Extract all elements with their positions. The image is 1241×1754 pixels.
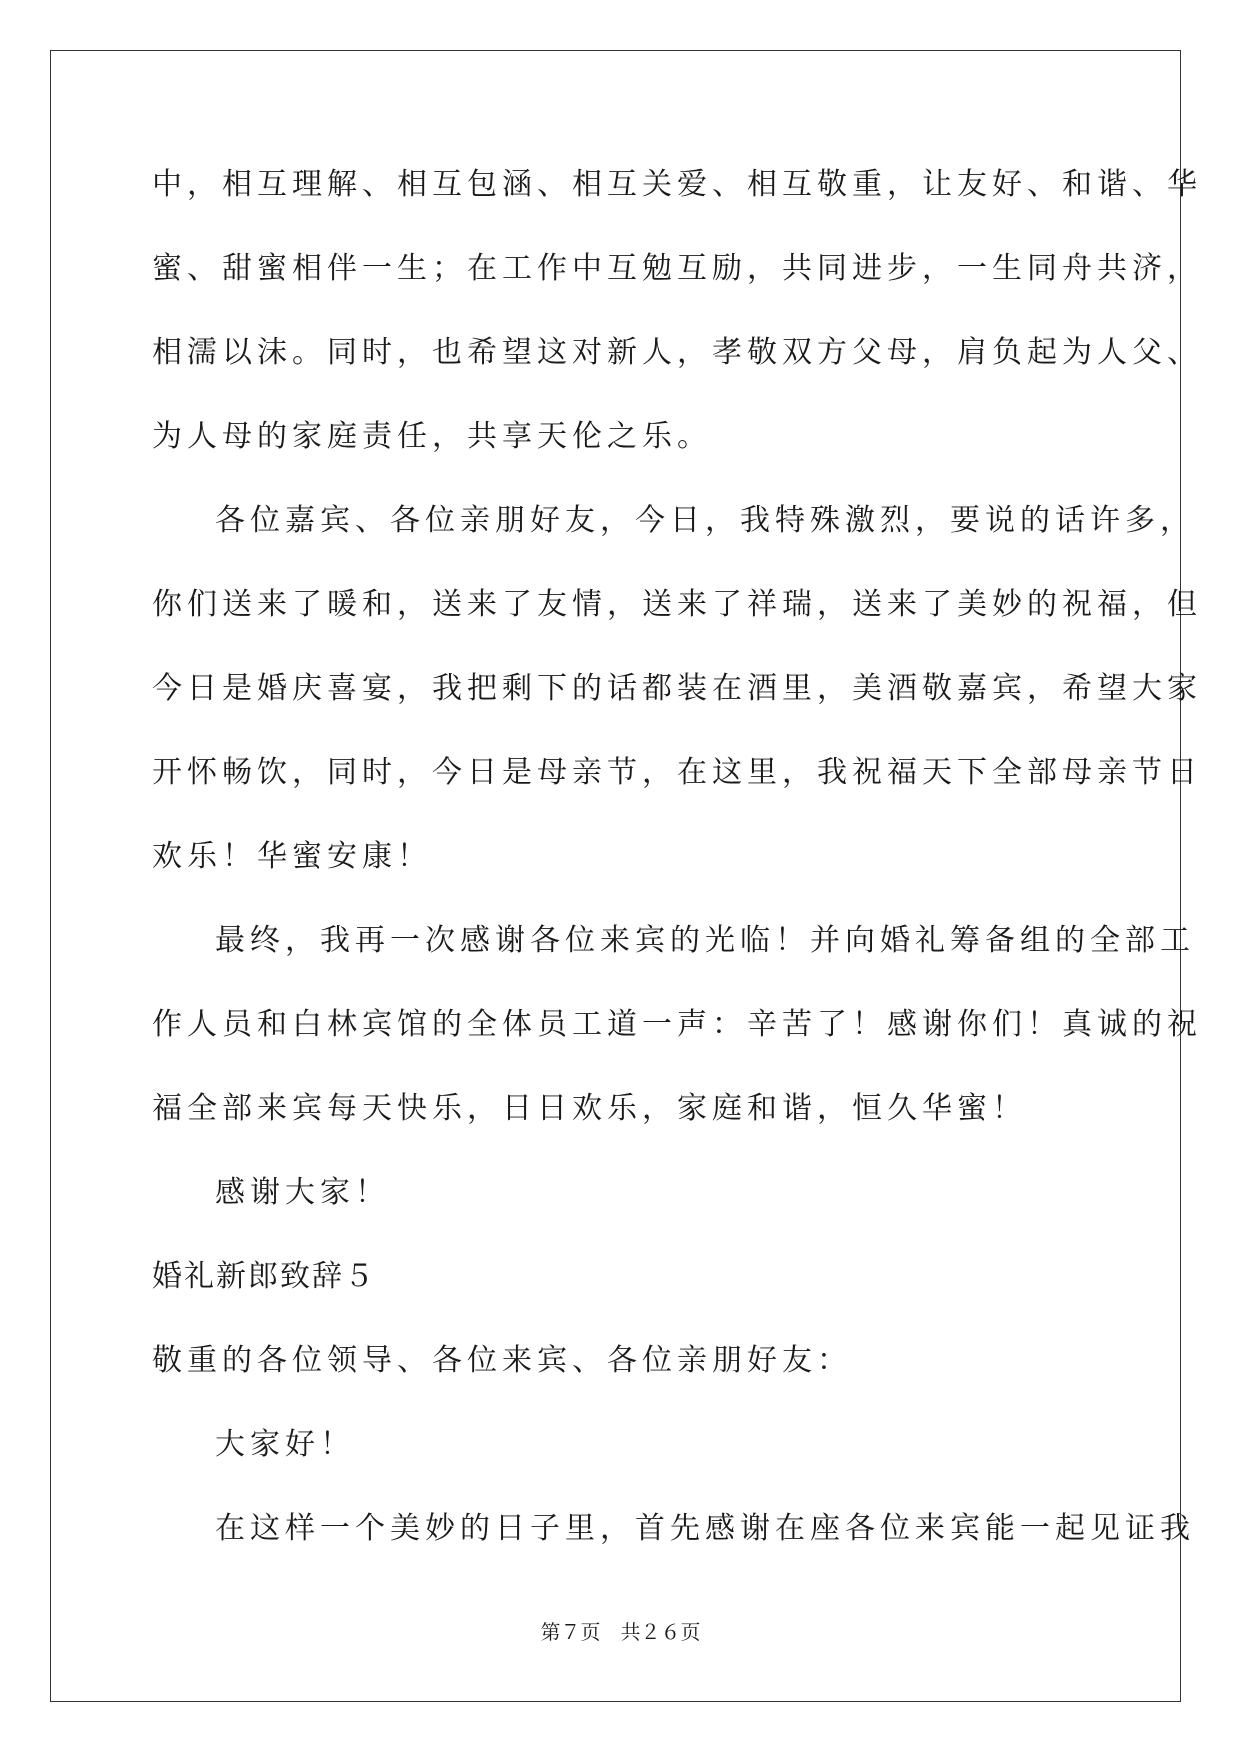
greeting-line: 大家好！ — [215, 1427, 355, 1462]
text-line: 开怀畅饮，同时，今日是母亲节，在这里，我祝福天下全部母亲节日 — [152, 755, 1202, 790]
text-line: 蜜、甜蜜相伴一生；在工作中互勉互励，共同进步，一生同舟共济， — [152, 251, 1202, 286]
paragraph-start-line: 感谢大家！ — [215, 1175, 390, 1210]
paragraph-start-line: 在这样一个美妙的日子里，首先感谢在座各位来宾能一起见证我 — [215, 1511, 1195, 1546]
text-line: 相濡以沫。同时，也希望这对新人，孝敬双方父母，肩负起为人父、 — [152, 335, 1202, 370]
document-body — [152, 160, 1202, 1588]
paragraph-start-line: 最终，我再一次感谢各位来宾的光临！并向婚礼筹备组的全部工 — [215, 923, 1195, 958]
text-line: 你们送来了暖和，送来了友情，送来了祥瑞，送来了美妙的祝福，但 — [152, 587, 1202, 622]
text-line: 中，相互理解、相互包涵、相互关爱、相互敬重，让友好、和谐、华 — [152, 167, 1202, 202]
text-line: 今日是婚庆喜宴，我把剩下的话都装在酒里，美酒敬嘉宾，希望大家 — [152, 671, 1202, 706]
salutation-line: 敬重的各位领导、各位来宾、各位亲朋好友： — [152, 1343, 852, 1378]
text-line: 作人员和白林宾馆的全体员工道一声：辛苦了！感谢你们！真诚的祝 — [152, 1007, 1202, 1042]
section-heading: 婚礼新郎致辞５ — [152, 1259, 376, 1294]
paragraph-start-line: 各位嘉宾、各位亲朋好友，今日，我特殊激烈，要说的话许多， — [215, 503, 1195, 538]
text-line: 欢乐！华蜜安康！ — [152, 839, 432, 874]
page-total: 共２６页 — [620, 1622, 701, 1644]
page-footer — [0, 1616, 1241, 1645]
text-line: 福全部来宾每天快乐，日日欢乐，家庭和谐，恒久华蜜！ — [152, 1091, 1027, 1126]
text-line: 为人母的家庭责任，共享天伦之乐。 — [152, 419, 712, 454]
page-number: 第７页 — [540, 1622, 601, 1644]
